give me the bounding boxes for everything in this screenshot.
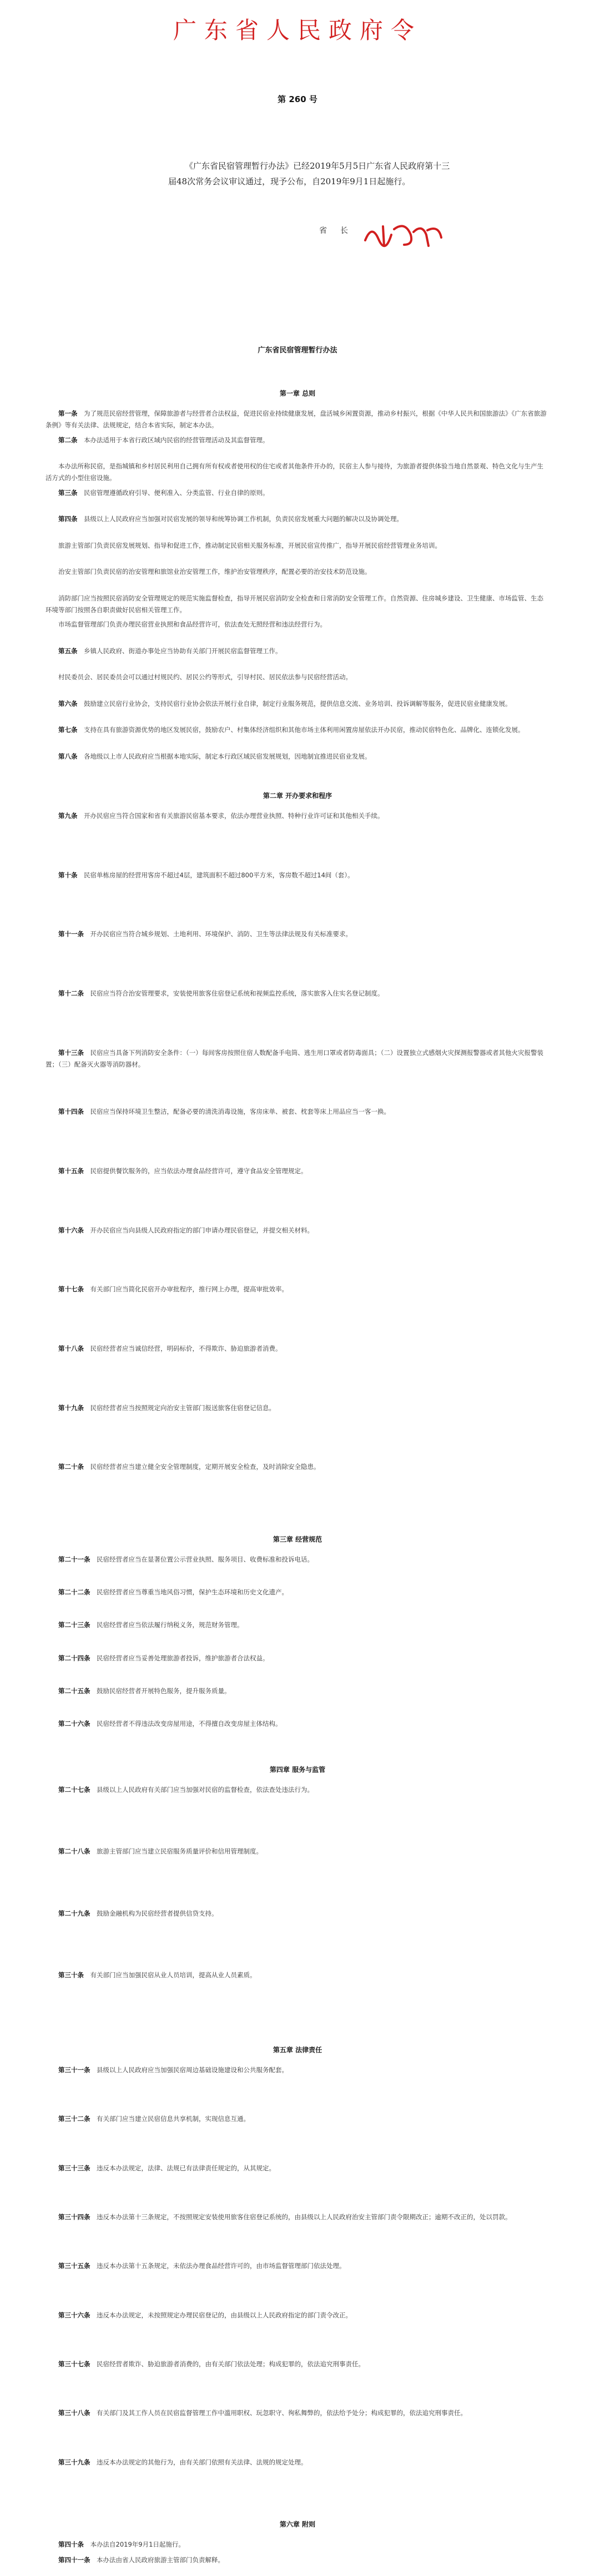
article-number: 第二十条 bbox=[58, 1463, 90, 1471]
article-paragraph bbox=[46, 619, 548, 630]
article-text: 民宿管理遵循政府引导、便利准入、分类监管、行业自律的原则。 bbox=[84, 488, 269, 497]
article-number: 第十条 bbox=[58, 871, 84, 879]
article-number: 第二十四条 bbox=[58, 1654, 97, 1662]
article-number: 第四条 bbox=[58, 515, 84, 523]
article-text: 市场监督管理部门负责办理民宿营业执照和食品经营许可，依法查处无照经营和违法经营行为。 bbox=[58, 620, 326, 628]
article-paragraph bbox=[46, 513, 548, 525]
article-number: 第三十七条 bbox=[58, 2360, 97, 2368]
article-number: 第八条 bbox=[58, 752, 84, 760]
announcement-text: 《广东省民宿管理暂行办法》已经2019年5月5日广东省人民政府第十三届48次常务会议审议通过，现予公布，自2019年9月1日起施行。 bbox=[168, 161, 450, 186]
governor-signature bbox=[361, 218, 444, 251]
article-text: 治安主管部门负责民宿的治安管理和旅馆业治安管理工作，维护治安管理秩序，配置必要的治安技术防范设施。 bbox=[58, 568, 371, 575]
article-paragraph bbox=[46, 566, 548, 578]
article-number: 第三十五条 bbox=[58, 2262, 97, 2270]
article-paragraph bbox=[46, 2539, 548, 2550]
article-text: 民宿单栋房屋的经营用客房不超过4层，建筑面积不超过800平方米，客房数不超过14间（套）。 bbox=[84, 871, 354, 879]
article-text: 各地级以上市人民政府应当根据本地实际，制定本行政区域民宿发展规划，因地制宜推进民宿业发展。 bbox=[84, 752, 371, 760]
article-text: 有关部门应当加强民宿从业人员培训，提高从业人员素质。 bbox=[90, 1971, 256, 1979]
article-number: 第二十九条 bbox=[58, 1909, 97, 1917]
article-text: 民宿经营者应当依法履行纳税义务，规范财务管理。 bbox=[97, 1621, 244, 1629]
article-paragraph bbox=[46, 1908, 548, 1920]
article-number: 第六条 bbox=[58, 699, 84, 708]
article-text: 开办民宿应当向县级人民政府指定的部门申请办理民宿登记，并提交相关材料。 bbox=[90, 1226, 314, 1234]
article-text: 民宿经营者应当尊重当地风俗习惯，保护生态环境和历史文化遗产。 bbox=[97, 1588, 288, 1597]
article-text: 有关部门应当简化民宿开办审批程序，推行网上办理，提高审批效率。 bbox=[90, 1285, 288, 1294]
article-paragraph bbox=[46, 1846, 548, 1857]
article-paragraph bbox=[46, 461, 548, 484]
chapter-heading: 第四章 服务与监管 bbox=[269, 1766, 326, 1774]
decree-header: 广东省人民政府令 bbox=[173, 17, 422, 44]
article-paragraph bbox=[46, 870, 548, 881]
article-text: 开办民宿应当符合国家和省有关旅游民宿基本要求，依法办理营业执照、特种行业许可证和其他相关手续。 bbox=[84, 812, 384, 820]
article-paragraph bbox=[46, 487, 548, 499]
article-text: 鼓励金融机构为民宿经营者提供信贷支持。 bbox=[97, 1909, 218, 1917]
article-text: 县级以上人民政府应当加强民宿周边基础设施建设和公共服务配套。 bbox=[97, 2066, 288, 2074]
article-paragraph bbox=[46, 1165, 548, 1177]
article-paragraph bbox=[46, 540, 548, 552]
article-number: 第四十一条 bbox=[58, 2555, 97, 2564]
article-number: 第五条 bbox=[58, 646, 84, 655]
article-paragraph bbox=[46, 1685, 548, 1697]
article-text: 县级以上人民政府有关部门应当加强对民宿的监督检查，依法查处违法行为。 bbox=[97, 1786, 314, 1794]
article-number: 第四十条 bbox=[58, 2540, 90, 2548]
article-text: 民宿经营者应当妥善处理旅游者投诉，维护旅游者合法权益。 bbox=[97, 1654, 269, 1662]
article-number: 第十三条 bbox=[58, 1048, 90, 1057]
article-number: 第九条 bbox=[58, 812, 84, 820]
article-text: 民宿经营者欺诈、胁迫旅游者消费的，由有关部门依法处理；构成犯罪的，依法追究刑事责任。 bbox=[97, 2360, 365, 2368]
article-number: 第二十六条 bbox=[58, 1719, 97, 1728]
article-paragraph bbox=[46, 751, 548, 762]
article-number: 第三十四条 bbox=[58, 2213, 97, 2221]
article-number: 第一条 bbox=[58, 410, 84, 417]
article-number: 第三十一条 bbox=[58, 2066, 97, 2074]
article-text: 民宿应当保持环境卫生整洁，配备必要的清洗消毒设施，客房床单、被套、枕套等床上用品应当一客一换。 bbox=[90, 1108, 390, 1116]
article-paragraph bbox=[46, 2407, 548, 2419]
article-number: 第七条 bbox=[58, 726, 84, 734]
article-text: 违反本办法规定，法律、法规已有法律责任规定的，从其规定。 bbox=[97, 2164, 275, 2172]
article-number: 第二条 bbox=[58, 436, 84, 444]
chapter-heading: 第二章 开办要求和程序 bbox=[263, 792, 332, 800]
article-text: 支持在具有旅游资源优势的地区发展民宿，鼓励农户、村集体经济组织和其他市场主体利用闲置房屋依法开办民宿，推动民宿特色化、品牌化、连锁化发展。 bbox=[84, 726, 525, 734]
article-text: 民宿经营者应当按照规定向治安主管部门报送旅客住宿登记信息。 bbox=[90, 1403, 275, 1412]
article-paragraph bbox=[46, 698, 548, 710]
article-number: 第二十七条 bbox=[58, 1786, 97, 1794]
article-text: 民宿应当具备下列消防安全条件：（一）每间客房按照住宿人数配备手电筒、逃生用口罩或者防毒面具；（二）设置独立式感烟火灾探测报警器或者其他火灾报警装置；（三）配备灭火器等消防器材。 bbox=[46, 1048, 543, 1068]
article-text: 违反本办法规定，未按照规定办理民宿登记的，由县级以上人民政府指定的部门责令改正。 bbox=[97, 2311, 352, 2319]
article-paragraph bbox=[46, 1718, 548, 1730]
order-number: 第 260 号 bbox=[278, 94, 317, 104]
article-text: 村民委员会、居民委员会可以通过村规民约、居民公约等形式，引导村民、居民依法参与民宿经营活动。 bbox=[58, 673, 352, 681]
article-paragraph bbox=[46, 988, 548, 999]
article-paragraph bbox=[46, 1284, 548, 1295]
article-text: 开办民宿应当符合城乡规划、土地利用、环境保护、消防、卫生等法律法规及有关标准要求。 bbox=[90, 930, 352, 938]
article-paragraph bbox=[46, 1225, 548, 1236]
article-paragraph bbox=[46, 2260, 548, 2272]
article-paragraph bbox=[46, 810, 548, 822]
article-number: 第十六条 bbox=[58, 1226, 90, 1234]
article-number: 第三十九条 bbox=[58, 2458, 97, 2466]
chapter-heading: 第六章 附则 bbox=[279, 2521, 316, 2528]
article-text: 本办法自2019年9月1日起施行。 bbox=[90, 2540, 185, 2548]
article-paragraph bbox=[46, 2113, 548, 2125]
article-paragraph bbox=[46, 2457, 548, 2468]
article-text: 民宿经营者不得违法改变房屋用途，不得擅自改变房屋主体结构。 bbox=[97, 1719, 282, 1728]
article-text: 旅游主管部门负责民宿发展规划、指导和促进工作，推动制定民宿相关服务标准，开展民宿宣传推广，指导开展民宿经营管理业务培训。 bbox=[58, 541, 441, 549]
article-text: 旅游主管部门应当建立民宿服务质量评价和信用管理制度。 bbox=[97, 1847, 263, 1856]
article-text: 本办法适用于本省行政区域内民宿的经营管理活动及其监督管理。 bbox=[84, 436, 269, 444]
article-number: 第十一条 bbox=[58, 930, 90, 938]
article-text: 本办法所称民宿，是指城镇和乡村居民利用自己拥有所有权或者使用权的住宅或者其他条件开办的，民宿主人参与接待，为旅游者提供体验当地自然景观、特色文化与生产生活方式的小型住宿设施。 bbox=[46, 462, 543, 482]
article-paragraph bbox=[46, 2358, 548, 2370]
article-text: 民宿应当符合治安管理要求，安装使用旅客住宿登记系统和视频监控系统，落实旅客入住实名登记制度。 bbox=[90, 989, 384, 997]
article-paragraph bbox=[46, 671, 548, 683]
article-number: 第三十八条 bbox=[58, 2409, 97, 2417]
article-paragraph bbox=[46, 1461, 548, 1473]
governor-label: 省长 bbox=[319, 226, 361, 235]
article-text: 有关部门应当建立民宿信息共享机制，实现信息互通。 bbox=[97, 2115, 250, 2123]
article-paragraph bbox=[46, 2211, 548, 2223]
article-paragraph bbox=[46, 2163, 548, 2174]
article-text: 违反本办法第十五条规定，未依法办理食品经营许可的，由市场监督管理部门依法处理。 bbox=[97, 2262, 346, 2270]
article-text: 消防部门应当按照民宿消防安全管理规定的规范实施监督检查，指导开展民宿消防安全检查和日常消防安全管理工作。自然资源、住房城乡建设、卫生健康、市场监管、生态环境等部门按照各自职责做好民宿相关管理工作。 bbox=[46, 594, 543, 614]
article-text: 乡镇人民政府、街道办事处应当协助有关部门开展民宿监督管理工作。 bbox=[84, 646, 282, 655]
article-paragraph bbox=[46, 1106, 548, 1118]
article-number: 第三十三条 bbox=[58, 2164, 97, 2172]
article-number: 第三十二条 bbox=[58, 2115, 97, 2123]
article-text: 违反本办法规定的其他行为，由有关部门依照有关法律、法规的规定处理。 bbox=[97, 2458, 307, 2466]
article-number: 第十九条 bbox=[58, 1403, 90, 1412]
article-paragraph bbox=[46, 1969, 548, 1981]
article-paragraph bbox=[46, 2310, 548, 2321]
article-number: 第十五条 bbox=[58, 1167, 90, 1175]
article-number: 第二十二条 bbox=[58, 1588, 97, 1597]
article-number: 第三条 bbox=[58, 488, 84, 497]
document-title: 广东省民宿管理暂行办法 bbox=[258, 346, 337, 355]
article-number: 第二十五条 bbox=[58, 1686, 97, 1695]
article-text: 本办法由省人民政府旅游主管部门负责解释。 bbox=[97, 2555, 224, 2564]
article-number: 第二十一条 bbox=[58, 1555, 97, 1563]
article-paragraph bbox=[46, 928, 548, 940]
chapter-heading: 第三章 经营规范 bbox=[273, 1536, 322, 1543]
article-number: 第十八条 bbox=[58, 1345, 90, 1352]
article-number: 第二十八条 bbox=[58, 1847, 97, 1856]
article-text: 县级以上人民政府应当加强对民宿发展的领导和统筹协调工作机制，负责民宿发展重大问题的解决以及协调处理。 bbox=[84, 515, 403, 523]
article-paragraph bbox=[46, 1047, 548, 1070]
article-paragraph bbox=[46, 645, 548, 657]
article-text: 鼓励民宿经营者开展特色服务，提升服务质量。 bbox=[97, 1686, 231, 1695]
article-paragraph bbox=[46, 2554, 548, 2566]
article-paragraph bbox=[46, 1554, 548, 1565]
article-paragraph bbox=[46, 1343, 548, 1355]
article-text: 违反本办法第十三条规定，不按照规定安装使用旅客住宿登记系统的，由县级以上人民政府治安主管部门责令限期改正；逾期不改正的，处以罚款。 bbox=[97, 2213, 512, 2221]
chapter-heading: 第五章 法律责任 bbox=[273, 2046, 322, 2054]
article-number: 第十二条 bbox=[58, 989, 90, 997]
article-paragraph bbox=[46, 1653, 548, 1664]
article-paragraph bbox=[46, 435, 548, 446]
article-text: 为了规范民宿经营管理，保障旅游者与经营者合法权益，促进民宿业持续健康发展，盘活城乡闲置资源，推动乡村振兴，根据《中华人民共和国旅游法》《广东省旅游条例》等有关法律、法规规定，结合本省实际，制定本办法。 bbox=[46, 410, 547, 429]
article-paragraph bbox=[46, 1619, 548, 1631]
article-number: 第十四条 bbox=[58, 1108, 90, 1116]
article-number: 第二十三条 bbox=[58, 1621, 97, 1629]
article-paragraph bbox=[46, 724, 548, 736]
article-text: 民宿提供餐饮服务的，应当依法办理食品经营许可，遵守食品安全管理规定。 bbox=[90, 1167, 307, 1175]
article-text: 民宿经营者应当诚信经营，明码标价，不得欺诈、胁迫旅游者消费。 bbox=[90, 1345, 282, 1352]
article-number: 第十七条 bbox=[58, 1285, 90, 1294]
article-text: 有关部门及其工作人员在民宿监督管理工作中滥用职权、玩忽职守、徇私舞弊的，依法给予处分；构成犯罪的，依法追究刑事责任。 bbox=[97, 2409, 467, 2417]
chapter-heading: 第一章 总则 bbox=[279, 390, 316, 397]
article-number: 第三十六条 bbox=[58, 2311, 97, 2319]
article-paragraph bbox=[46, 1784, 548, 1796]
article-text: 民宿经营者应当建立健全安全管理制度，定期开展安全检查，及时消除安全隐患。 bbox=[90, 1463, 320, 1471]
article-text: 民宿经营者应当在显著位置公示营业执照、服务项目、收费标准和投诉电话。 bbox=[97, 1555, 314, 1563]
article-paragraph bbox=[46, 1402, 548, 1414]
article-paragraph bbox=[46, 1587, 548, 1598]
article-paragraph bbox=[46, 593, 548, 616]
article-text: 鼓励建立民宿行业协会，支持民宿行业协会依法开展行业自律，制定行业服务规范，提供信息交流、业务培训、投诉调解等服务，促进民宿业健康发展。 bbox=[84, 699, 512, 708]
article-paragraph bbox=[46, 408, 548, 431]
article-paragraph bbox=[46, 2064, 548, 2076]
article-number: 第三十条 bbox=[58, 1971, 90, 1979]
